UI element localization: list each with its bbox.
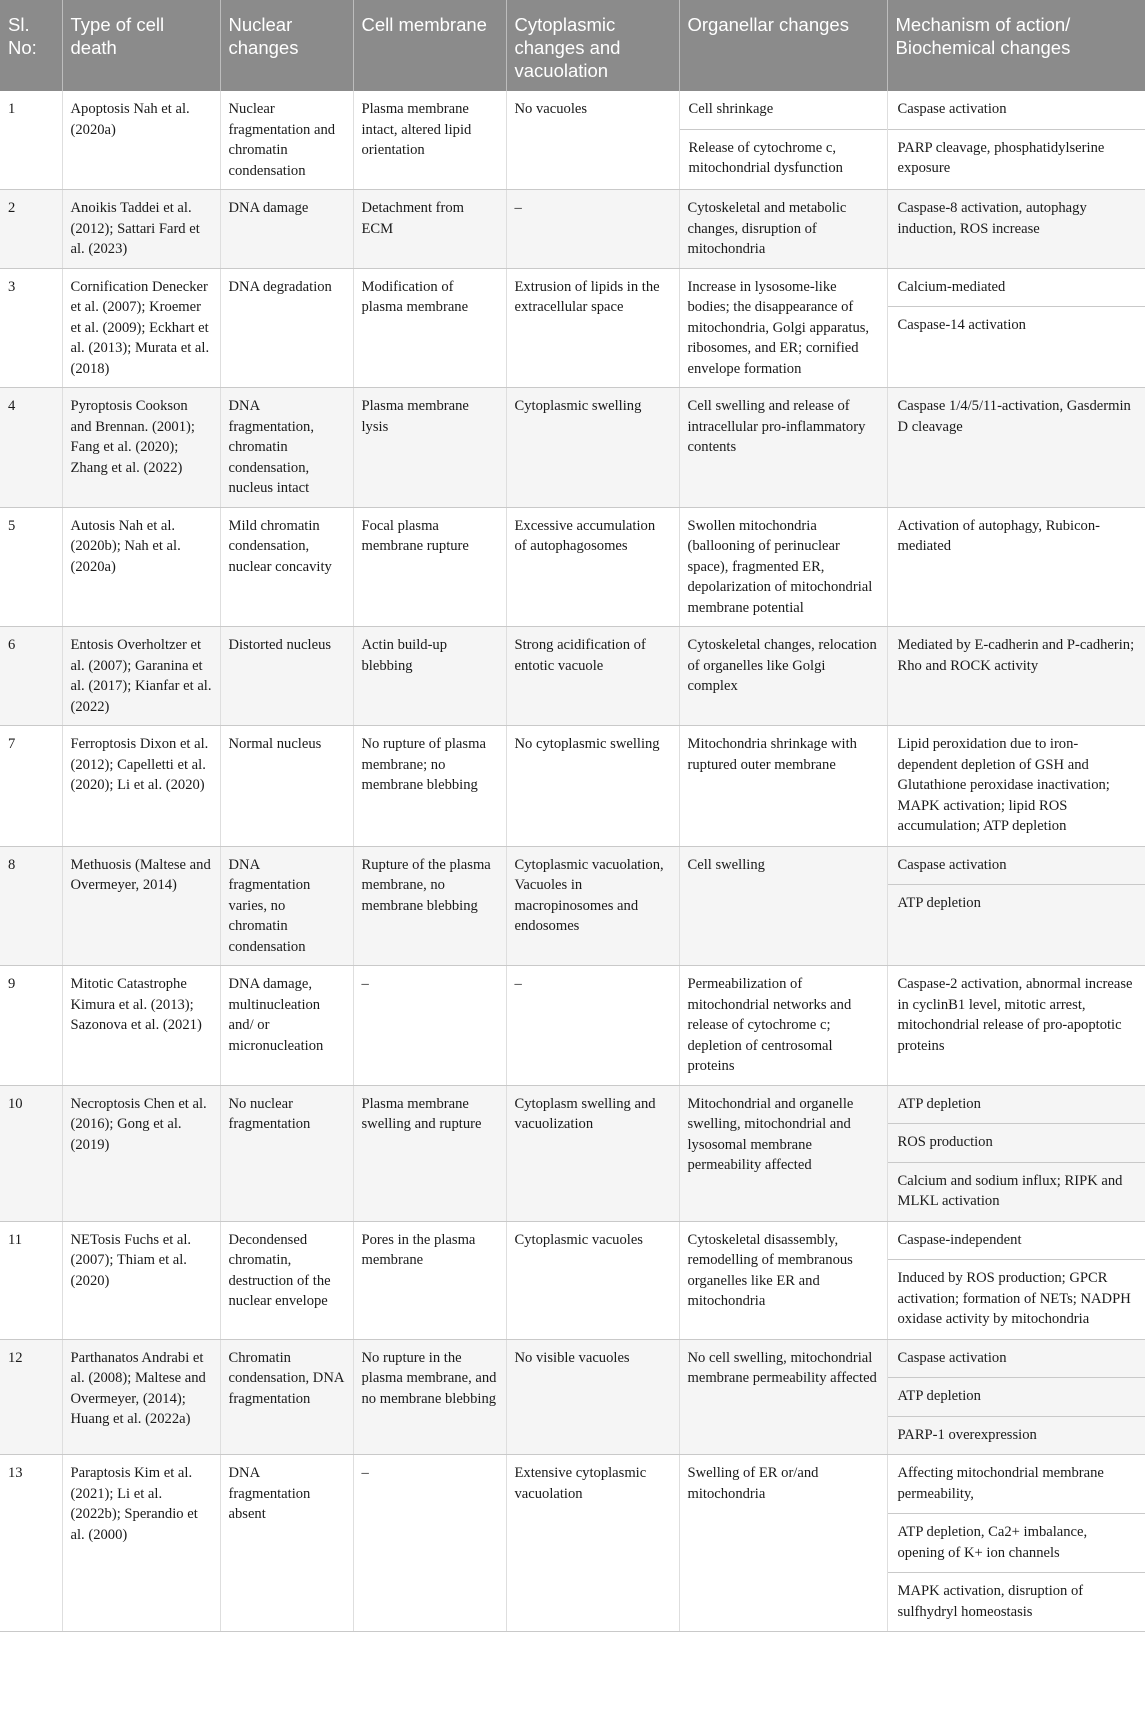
organellar-entry: Release of cytochrome c, mitochondrial dysfunction: [688, 139, 843, 176]
cell-sl-no: 6: [0, 627, 62, 726]
mechanism-entry: Calcium and sodium influx; RIPK and MLKL activation: [897, 1172, 1123, 1209]
table-row: [0, 1221, 1145, 1339]
cell-mechanism: [887, 388, 1145, 508]
mechanism-entry: Activation of autophagy, Rubicon-mediated: [897, 517, 1101, 554]
mechanism-entry: Caspase activation: [888, 1340, 1145, 1379]
mechanism-entry: Induced by ROS production; GPCR activation; formation of NETs; NADPH oxidase activity by mitochondria: [897, 1270, 1131, 1327]
cell-mechanism: [887, 966, 1145, 1086]
cell-mechanism: [887, 1221, 1145, 1339]
mechanism-entry: Affecting mitochondrial membrane permeability,: [888, 1455, 1145, 1514]
cell-type: Ferroptosis Dixon et al. (2012); Capelletti et al. (2020); Li et al. (2020): [62, 726, 220, 847]
table-row: [0, 1085, 1145, 1221]
mechanism-entry: Caspase-independent: [888, 1222, 1145, 1261]
header-mechanism: Mechanism of action/ Biochemical changes: [887, 0, 1145, 91]
cell-mechanism: [887, 1339, 1145, 1455]
cell-organellar: Cytoskeletal changes, relocation of organelles like Golgi complex: [679, 627, 887, 726]
mechanism-entry: Caspase-2 activation, abnormal increase in cyclinB1 level, mitotic arrest, mitochondrial release of pro-apoptotic proteins: [897, 976, 1133, 1054]
cell-mechanism: [887, 1085, 1145, 1221]
cell-cytoplasmic: Cytoplasmic vacuolation, Vacuoles in macropinosomes and endosomes: [506, 846, 679, 966]
table-body: [0, 91, 1145, 1632]
cell-membrane: Modification of plasma membrane: [353, 268, 506, 388]
mechanism-entry: Caspase activation: [888, 91, 1145, 130]
mechanism-entry: Caspase-8 activation, autophagy induction, ROS increase: [897, 200, 1087, 237]
cell-membrane: –: [353, 1455, 506, 1632]
table-row: [0, 846, 1145, 966]
cell-membrane: Pores in the plasma membrane: [353, 1221, 506, 1339]
cell-organellar: Cytoskeletal disassembly, remodelling of membranous organelles like ER and mitochondria: [679, 1221, 887, 1339]
table-row: [0, 966, 1145, 1086]
mechanism-entry: Mediated by E-cadherin and P-cadherin; Rho and ROCK activity: [897, 637, 1135, 674]
mechanism-entry: MAPK activation, disruption of sulfhydryl homeostasis: [897, 1583, 1084, 1620]
mechanism-entry: Lipid peroxidation due to iron-dependent depletion of GSH and Glutathione peroxidase inactivation; MAPK activation; lipid ROS accumulation; ATP depletion: [897, 736, 1110, 834]
cell-sl-no: 2: [0, 190, 62, 269]
mechanism-entry: ATP depletion: [888, 1086, 1145, 1125]
cell-sl-no: 5: [0, 507, 62, 627]
mechanism-entry: Calcium-mediated: [888, 269, 1145, 308]
organellar-entry: Cell shrinkage: [680, 91, 887, 130]
table-row: [0, 1455, 1145, 1632]
cell-mechanism: [887, 268, 1145, 388]
cell-type: Cornification Denecker et al. (2007); Kroemer et al. (2009); Eckhart et al. (2013); Murata et al. (2018): [62, 268, 220, 388]
cell-nuclear: Chromatin condensation, DNA fragmentation: [220, 1339, 353, 1455]
cell-nuclear: DNA fragmentation absent: [220, 1455, 353, 1632]
cell-membrane: Rupture of the plasma membrane, no membrane blebbing: [353, 846, 506, 966]
cell-nuclear: DNA degradation: [220, 268, 353, 388]
cell-mechanism: [887, 507, 1145, 627]
cell-sl-no: 12: [0, 1339, 62, 1455]
cell-cytoplasmic: No vacuoles: [506, 91, 679, 190]
cell-mechanism: [887, 190, 1145, 269]
cell-mechanism: [887, 1455, 1145, 1632]
cell-membrane: Actin build-up blebbing: [353, 627, 506, 726]
cell-type: Apoptosis Nah et al. (2020a): [62, 91, 220, 190]
cell-cytoplasmic: No cytoplasmic swelling: [506, 726, 679, 847]
cell-nuclear: DNA damage, multinucleation and/ or micronucleation: [220, 966, 353, 1086]
cell-cytoplasmic: Extrusion of lipids in the extracellular space: [506, 268, 679, 388]
cell-membrane: Detachment from ECM: [353, 190, 506, 269]
mechanism-entry: ROS production: [888, 1124, 1145, 1163]
cell-organellar: Permeabilization of mitochondrial networks and release of cytochrome c; depletion of centrosomal proteins: [679, 966, 887, 1086]
cell-organellar: No cell swelling, mitochondrial membrane permeability affected: [679, 1339, 887, 1455]
cell-type: Anoikis Taddei et al. (2012); Sattari Fard et al. (2023): [62, 190, 220, 269]
cell-type: Autosis Nah et al. (2020b); Nah et al. (2020a): [62, 507, 220, 627]
cell-sl-no: 4: [0, 388, 62, 508]
mechanism-entry: PARP cleavage, phosphatidylserine exposure: [897, 139, 1105, 176]
cell-organellar: Increase in lysosome-like bodies; the disappearance of mitochondria, Golgi apparatus, ribosomes, and ER; cornified envelope formation: [679, 268, 887, 388]
mechanism-entry: ATP depletion: [897, 895, 981, 911]
cell-type: Parthanatos Andrabi et al. (2008); Maltese and Overmeyer, (2014); Huang et al. (2022a): [62, 1339, 220, 1455]
cell-nuclear: Normal nucleus: [220, 726, 353, 847]
cell-type: NETosis Fuchs et al. (2007); Thiam et al. (2020): [62, 1221, 220, 1339]
table-row: [0, 91, 1145, 190]
mechanism-entry: ATP depletion: [888, 1378, 1145, 1417]
cell-type: Methuosis (Maltese and Overmeyer, 2014): [62, 846, 220, 966]
cell-nuclear: Mild chromatin condensation, nuclear concavity: [220, 507, 353, 627]
cell-cytoplasmic: Excessive accumulation of autophagosomes: [506, 507, 679, 627]
cell-sl-no: 1: [0, 91, 62, 190]
cell-organellar: Mitochondrial and organelle swelling, mitochondrial and lysosomal membrane permeability affected: [679, 1085, 887, 1221]
cell-organellar: Swelling of ER or/and mitochondria: [679, 1455, 887, 1632]
cell-organellar: Cell swelling: [679, 846, 887, 966]
cell-sl-no: 3: [0, 268, 62, 388]
header-nuclear: Nuclear changes: [220, 0, 353, 91]
cell-membrane: –: [353, 966, 506, 1086]
cell-cytoplasmic: –: [506, 966, 679, 1086]
header-membrane: Cell membrane: [353, 0, 506, 91]
cell-membrane: No rupture in the plasma membrane, and no membrane blebbing: [353, 1339, 506, 1455]
table-row: [0, 507, 1145, 627]
cell-organellar: [679, 91, 887, 190]
cell-type: Mitotic Catastrophe Kimura et al. (2013); Sazonova et al. (2021): [62, 966, 220, 1086]
cell-organellar: Cell swelling and release of intracellular pro-inflammatory contents: [679, 388, 887, 508]
cell-nuclear: Distorted nucleus: [220, 627, 353, 726]
cell-cytoplasmic: Strong acidification of entotic vacuole: [506, 627, 679, 726]
mechanism-entry: Caspase-14 activation: [897, 317, 1026, 333]
cell-nuclear: No nuclear fragmentation: [220, 1085, 353, 1221]
header-type: Type of cell death: [62, 0, 220, 91]
cell-mechanism: [887, 627, 1145, 726]
mechanism-entry: PARP-1 overexpression: [897, 1426, 1037, 1443]
cell-sl-no: 13: [0, 1455, 62, 1632]
table-row: [0, 1339, 1145, 1455]
cell-cytoplasmic: Cytoplasmic vacuoles: [506, 1221, 679, 1339]
cell-membrane: Plasma membrane swelling and rupture: [353, 1085, 506, 1221]
table-row: [0, 388, 1145, 508]
table-row: [0, 627, 1145, 726]
cell-nuclear: DNA fragmentation varies, no chromatin condensation: [220, 846, 353, 966]
header-organellar: Organellar changes: [679, 0, 887, 91]
cell-organellar: Swollen mitochondria (ballooning of perinuclear space), fragmented ER, depolarization of mitochondrial membrane potential: [679, 507, 887, 627]
cell-cytoplasmic: –: [506, 190, 679, 269]
cell-cytoplasmic: Extensive cytoplasmic vacuolation: [506, 1455, 679, 1632]
cell-type: Pyroptosis Cookson and Brennan. (2001); Fang et al. (2020); Zhang et al. (2022): [62, 388, 220, 508]
mechanism-entry: Caspase activation: [888, 847, 1145, 886]
mechanism-entry: ATP depletion, Ca2+ imbalance, opening of K+ ion channels: [888, 1514, 1145, 1573]
cell-cytoplasmic: Cytoplasmic swelling: [506, 388, 679, 508]
cell-membrane: Focal plasma membrane rupture: [353, 507, 506, 627]
cell-cytoplasmic: No visible vacuoles: [506, 1339, 679, 1455]
cell-organellar: Cytoskeletal and metabolic changes, disruption of mitochondria: [679, 190, 887, 269]
header-sl-no: Sl. No:: [0, 0, 62, 91]
table-row: [0, 190, 1145, 269]
cell-sl-no: 10: [0, 1085, 62, 1221]
cell-type: Necroptosis Chen et al. (2016); Gong et al. (2019): [62, 1085, 220, 1221]
cell-cytoplasmic: Cytoplasm swelling and vacuolization: [506, 1085, 679, 1221]
cell-membrane: Plasma membrane intact, altered lipid orientation: [353, 91, 506, 190]
cell-nuclear: Decondensed chromatin, destruction of the nuclear envelope: [220, 1221, 353, 1339]
cell-mechanism: [887, 846, 1145, 966]
table-row: [0, 726, 1145, 847]
cell-sl-no: 11: [0, 1221, 62, 1339]
cell-nuclear: DNA damage: [220, 190, 353, 269]
cell-sl-no: 7: [0, 726, 62, 847]
cell-type: Paraptosis Kim et al. (2021); Li et al. (2022b); Sperandio et al. (2000): [62, 1455, 220, 1632]
mechanism-entry: Caspase 1/4/5/11-activation, Gasdermin D cleavage: [897, 398, 1131, 435]
cell-membrane: No rupture of plasma membrane; no membrane blebbing: [353, 726, 506, 847]
header-cytoplasmic: Cytoplasmic changes and vacuolation: [506, 0, 679, 91]
table-header-row: [0, 0, 1145, 91]
cell-nuclear: Nuclear fragmentation and chromatin condensation: [220, 91, 353, 190]
cell-membrane: Plasma membrane lysis: [353, 388, 506, 508]
cell-mechanism: [887, 726, 1145, 847]
cell-mechanism: [887, 91, 1145, 190]
cell-type: Entosis Overholtzer et al. (2007); Garanina et al. (2017); Kianfar et al. (2022): [62, 627, 220, 726]
cell-sl-no: 9: [0, 966, 62, 1086]
cell-sl-no: 8: [0, 846, 62, 966]
cell-organellar: Mitochondria shrinkage with ruptured outer membrane: [679, 726, 887, 847]
table-row: [0, 268, 1145, 388]
cell-nuclear: DNA fragmentation, chromatin condensation, nucleus intact: [220, 388, 353, 508]
